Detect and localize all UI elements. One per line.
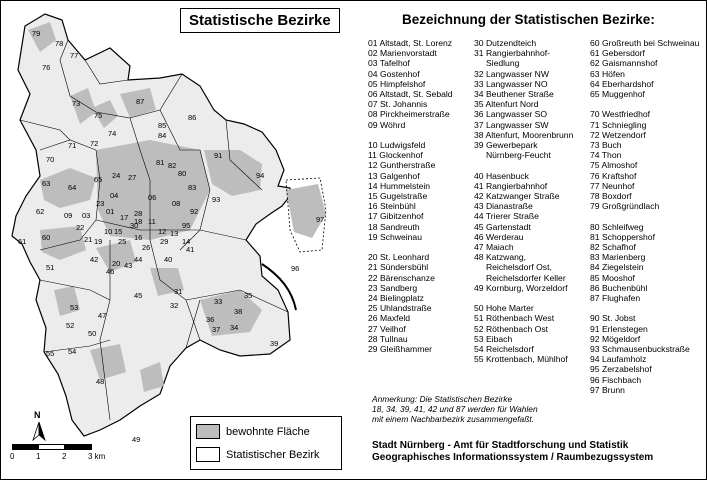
district-label: 26 [142, 243, 151, 252]
district-label: 64 [68, 183, 77, 192]
legend-item-populated [196, 424, 310, 439]
district-label: 20 [112, 259, 121, 268]
district-label: 81 [156, 158, 165, 167]
district-list-item: 92 Mögeldorf [590, 333, 641, 344]
district-list-item: 40 Hasenbuck [474, 170, 529, 181]
district-list-item: 41 Rangierbahnhof [474, 180, 548, 191]
footer-line: Stadt Nürnberg - Amt für Stadtforschung und Statistik [372, 440, 629, 451]
district-list-item: 19 Schweinau [368, 231, 422, 242]
district-label: 21 [84, 235, 93, 244]
legend-swatch [196, 447, 220, 462]
district-list-item: 73 Buch [590, 140, 622, 151]
note-line: Anmerkung: Die Statistischen Bezirke [372, 394, 513, 404]
district-label: 65 [94, 175, 103, 184]
district-list-item: 87 Flughafen [590, 293, 641, 304]
map-title: Statistische Bezirke [180, 8, 340, 33]
district-label: 10 [104, 227, 113, 236]
district-list-item: 04 Gostenhof [368, 68, 420, 79]
district-label: 35 [244, 291, 253, 300]
district-list-item: 71 Schniegling [590, 119, 647, 130]
list-spacer [368, 242, 453, 252]
district-list-item: 95 Zerzabelshof [590, 364, 652, 375]
district-label: 71 [68, 141, 77, 150]
district-label: 76 [42, 63, 51, 72]
district-list-item: 26 Maxfeld [368, 313, 411, 324]
legend-item-district [196, 447, 320, 462]
district-list-item: 48 Katzwang, [474, 252, 527, 263]
district-label: 25 [118, 237, 127, 246]
district-list-item: 93 Schmausenbuckstraße [590, 344, 690, 355]
district-list-item: 65 Muggenhof [590, 89, 645, 100]
district-label: 19 [94, 237, 103, 246]
district-list-item: 75 Almoshof [590, 160, 638, 171]
district-list-item: 06 Altstadt, St. Sebald [368, 89, 453, 100]
district-label: 37 [212, 325, 221, 334]
district-label: 42 [90, 255, 99, 264]
district-list-item: 29 Gleißhammer [368, 344, 432, 355]
district-label: 60 [42, 233, 51, 242]
district-label: 77 [70, 51, 79, 60]
list-spacer [590, 99, 699, 109]
district-label: 96 [291, 264, 300, 273]
district-list-item: 70 Westfriedhof [590, 109, 651, 120]
note-line: mit einem Nachbarbezirk zusammengefaßt. [372, 414, 534, 424]
district-list-item: 85 Mooshof [590, 272, 635, 283]
district-label: 31 [174, 287, 183, 296]
district-label: 55 [46, 349, 55, 358]
district-list-item: 80 Schleifweg [590, 221, 644, 232]
district-list-item: 38 Altenfurt, Moorenbrunn [474, 129, 574, 140]
district-label: 75 [94, 111, 103, 120]
district-list-item: Reichelsdorf Ost, [474, 262, 552, 273]
list-spacer [474, 160, 573, 170]
district-label: 39 [270, 339, 279, 348]
district-label: 22 [76, 223, 85, 232]
district-label: 86 [188, 113, 197, 122]
north-arrow-icon [28, 410, 50, 442]
district-label: 13 [170, 229, 179, 238]
district-label: 97 [316, 215, 325, 224]
district-list-item: 52 Röthenbach Ost [474, 323, 549, 334]
district-list-item: 37 Langwasser SW [474, 119, 549, 130]
district-label: 70 [46, 155, 55, 164]
district-list-item: 22 Bärenschanze [368, 272, 435, 283]
district-list-item: 76 Kraftshof [590, 170, 637, 181]
district-list-item: 86 Buchenbühl [590, 282, 648, 293]
district-label: 53 [70, 303, 79, 312]
district-list-item: 14 Hummelstein [368, 180, 431, 191]
district-list-column [368, 38, 453, 354]
district-list-item: 54 Reichelsdorf [474, 344, 534, 355]
legend-label: bewohnte Fläche [226, 425, 310, 438]
district-list-item: 77 Neunhof [590, 180, 635, 191]
district-label: 30 [130, 221, 139, 230]
district-list-item: 51 Röthenbach West [474, 313, 555, 324]
district-label: 51 [46, 263, 55, 272]
district-list-item: 74 Thon [590, 150, 622, 161]
district-list-item: 60 Großreuth bei Schweinau [590, 38, 700, 48]
scale-label: 0 [10, 452, 15, 461]
district-label: 82 [168, 161, 177, 170]
district-list-item: 91 Erlenstegen [590, 323, 648, 334]
district-label: 24 [112, 171, 121, 180]
district-list-item: 25 Uhlandstraße [368, 303, 432, 314]
district-list-item: 96 Fischbach [590, 374, 642, 385]
district-label: 73 [72, 99, 81, 108]
district-list-item: 32 Langwasser NW [474, 68, 549, 79]
district-list-item: 82 Schafhof [590, 242, 636, 253]
district-list-item: 16 Steinbühl [368, 201, 416, 212]
district-label: 91 [214, 151, 223, 160]
district-list-column [474, 38, 573, 364]
district-label: 16 [134, 233, 143, 242]
north-arrow [28, 410, 50, 442]
district-label: 49 [132, 435, 141, 444]
district-list-item: 08 Pirckheimerstraße [368, 109, 450, 120]
district-label: 54 [68, 347, 77, 356]
scale-bar [8, 440, 118, 470]
district-label: 92 [190, 207, 199, 216]
district-list-item: 42 Katzwanger Straße [474, 191, 560, 202]
district-list-item: 34 Beuthener Straße [474, 89, 554, 100]
district-list-item: 05 Himpfelshof [368, 78, 426, 89]
district-list-item: 50 Hohe Marter [474, 303, 534, 314]
scale-label: 1 [36, 452, 41, 461]
district-list-item: 44 Trierer Straße [474, 211, 539, 222]
district-label: 36 [206, 315, 215, 324]
district-label: 50 [88, 329, 97, 338]
district-label: 14 [182, 237, 191, 246]
district-list-item: 03 Tafelhof [368, 58, 410, 69]
district-list-item: 15 Gugelstraße [368, 191, 428, 202]
district-label: 38 [234, 307, 243, 316]
district-list-item: Nürnberg-Feucht [474, 150, 551, 161]
district-list-column [590, 38, 699, 395]
district-label: 45 [134, 291, 143, 300]
district-list-item: 33 Langwasser NO [474, 78, 548, 89]
district-list-item: 43 Dianastraße [474, 201, 533, 212]
district-list-item: 09 Wöhrd [368, 119, 406, 130]
legend-swatch [196, 424, 220, 439]
list-spacer [368, 130, 453, 140]
district-list-item: 39 Gewerbepark [474, 140, 538, 151]
district-list-item: 97 Brunn [590, 384, 625, 395]
district-list-item: 47 Maiach [474, 242, 514, 253]
scale-segment [64, 444, 92, 450]
district-label: 34 [230, 323, 239, 332]
district-list-item: 49 Kornburg, Worzeldorf [474, 282, 568, 293]
district-list-item: 61 Gebersdorf [590, 48, 645, 59]
district-list-item: 23 Sandberg [368, 282, 418, 293]
district-list-item: 18 Sandreuth [368, 221, 420, 232]
district-label: 74 [108, 129, 117, 138]
district-list-item: 28 Tullnau [368, 333, 408, 344]
district-list-item: 81 Schoppershof [590, 231, 655, 242]
district-list-item: 63 Höfen [590, 68, 625, 79]
district-label: 52 [66, 321, 75, 330]
annotation-note [372, 394, 538, 424]
district-label: 18 [134, 217, 143, 226]
district-list-item: Reichelsdorfer Keller [474, 272, 566, 283]
district-label: 06 [148, 193, 157, 202]
district-label: 01 [106, 207, 115, 216]
district-list-item: 83 Marienberg [590, 252, 646, 263]
district-list-item: 20 St. Leonhard [368, 252, 430, 263]
district-label: 95 [182, 221, 191, 230]
district-label: 11 [148, 217, 156, 226]
list-spacer [590, 303, 699, 313]
district-list-item: 36 Langwasser SO [474, 109, 548, 120]
district-list-item: 45 Gartenstadt [474, 221, 531, 232]
district-label: 85 [158, 121, 167, 130]
map-legend [190, 416, 342, 470]
district-label: 32 [170, 301, 179, 310]
district-label: 40 [164, 255, 173, 264]
district-list-item: 78 Boxdorf [590, 191, 632, 202]
district-label: 47 [98, 311, 107, 320]
district-label: 04 [110, 191, 119, 200]
district-list-item: 84 Ziegelstein [590, 262, 644, 273]
district-list-item: 07 St. Johannis [368, 99, 428, 110]
district-list-item: 46 Werderau [474, 231, 524, 242]
district-label: 79 [32, 29, 41, 38]
district-label: 87 [136, 97, 145, 106]
district-label: 78 [55, 39, 64, 48]
district-list-item: 13 Galgenhof [368, 170, 420, 181]
footer-line: Geographisches Informationssystem / Raumbezugssystem [372, 452, 654, 463]
district-list-item: 90 St. Jobst [590, 313, 636, 324]
district-label: 23 [96, 199, 105, 208]
district-label: 17 [120, 213, 129, 222]
district-label: 15 [114, 227, 123, 236]
district-list-item: 12 Guntherstraße [368, 160, 436, 171]
district-label: 48 [96, 377, 105, 386]
district-list-item: 10 Ludwigsfeld [368, 140, 426, 151]
district-list-item: 53 Eibach [474, 333, 513, 344]
scale-label: 2 [62, 452, 67, 461]
district-list-item: 30 Dutzendteich [474, 38, 537, 48]
district-list-item: 17 Gibitzenhof [368, 211, 424, 222]
district-list-item: 27 Veilhof [368, 323, 406, 334]
district-label: 28 [134, 209, 143, 218]
district-label: 03 [82, 211, 91, 220]
district-list-item: 21 Sündersbühl [368, 262, 429, 273]
district-label: 83 [188, 183, 197, 192]
district-label: 84 [158, 131, 167, 140]
district-list-item: 24 Bielingplatz [368, 293, 424, 304]
district-list-item: 31 Rangierbahnhof- [474, 48, 550, 59]
district-label: 33 [214, 297, 223, 306]
district-label: 46 [106, 267, 115, 276]
district-list-item: 11 Glockenhof [368, 150, 423, 161]
district-list-item: 79 Großgründlach [590, 201, 660, 212]
district-label: 41 [186, 245, 195, 254]
list-spacer [590, 211, 699, 221]
district-list-item: 94 Laufamholz [590, 354, 647, 365]
district-list-item: 35 Altenfurt Nord [474, 99, 539, 110]
district-label: 80 [178, 169, 187, 178]
scale-segment [12, 444, 40, 450]
district-list-item: 02 Marienvorstadt [368, 48, 437, 59]
list-spacer [474, 293, 573, 303]
district-list-item: 55 Krottenbach, Mühlhof [474, 354, 568, 365]
district-label: 43 [124, 261, 133, 270]
district-label: 63 [42, 179, 51, 188]
district-label: 12 [158, 227, 167, 236]
district-label: 44 [134, 255, 143, 264]
district-label: 27 [128, 173, 137, 182]
legend-label: Statistischer Bezirk [226, 448, 320, 461]
district-list-item: 72 Wetzendorf [590, 129, 646, 140]
district-list-item: 62 Gaismannshof [590, 58, 658, 69]
footer-credit [372, 440, 653, 464]
district-label: 61 [18, 237, 27, 246]
list-title: Bezeichnung der Statistischen Bezirke: [402, 12, 655, 27]
district-label: 72 [90, 139, 99, 148]
district-label: 08 [172, 199, 181, 208]
scale-label: 3 km [88, 452, 106, 461]
district-label: 62 [36, 207, 45, 216]
district-label: 93 [212, 195, 221, 204]
scale-segment [38, 444, 66, 450]
north-label: N [34, 410, 41, 420]
district-list-item: 01 Altstadt, St. Lorenz [368, 38, 453, 48]
district-label: 29 [160, 237, 169, 246]
district-label: 94 [256, 171, 265, 180]
district-list-item: Siedlung [474, 58, 520, 69]
note-line: 18, 34, 39, 41, 42 und 87 werden für Wahlen [372, 404, 538, 414]
district-label: 09 [64, 211, 73, 220]
district-list-item: 64 Eberhardshof [590, 78, 654, 89]
